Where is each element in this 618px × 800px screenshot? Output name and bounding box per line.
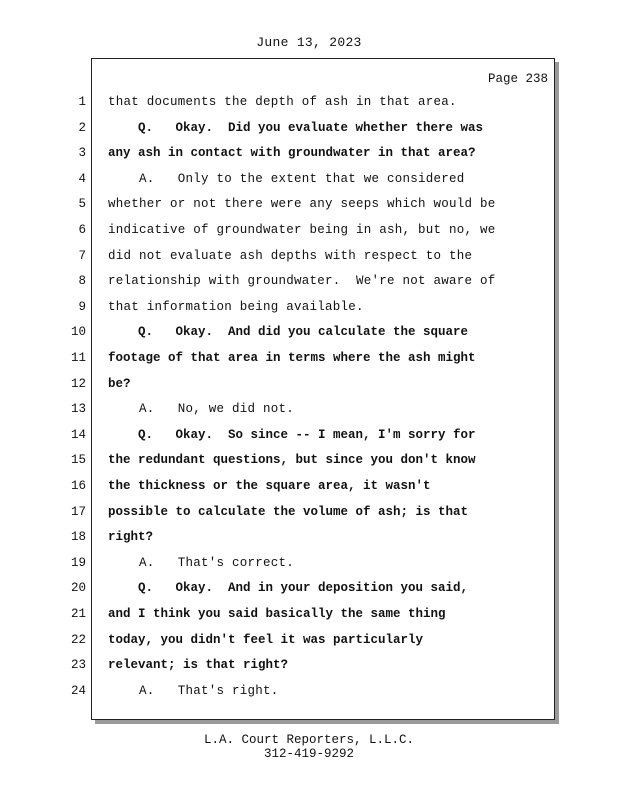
- transcript-line: be?: [108, 377, 131, 391]
- line-number: 14: [70, 428, 86, 442]
- transcript-date: June 13, 2023: [256, 35, 362, 50]
- transcript-line: Q. Okay. Did you evaluate whether there was: [108, 121, 484, 135]
- transcript-line: the thickness or the square area, it wasn't: [108, 479, 431, 493]
- line-number: 10: [70, 325, 86, 339]
- line-number: 12: [70, 377, 86, 391]
- reporter-phone: 312-419-9292: [263, 747, 354, 761]
- transcript-line: that documents the depth of ash in that area.: [108, 95, 457, 109]
- line-number: 1: [78, 95, 86, 109]
- line-number: 22: [70, 633, 86, 647]
- line-number: 8: [78, 274, 86, 288]
- transcript-line: right?: [108, 530, 154, 544]
- transcript-line: whether or not there were any seeps which would be: [108, 197, 496, 211]
- transcript-line: relationship with groundwater. We're not aware of: [108, 274, 496, 288]
- transcript-line: Q. Okay. And in your deposition you said,: [108, 581, 469, 595]
- transcript-line: the redundant questions, but since you don't know: [108, 453, 476, 467]
- transcript-line: Q. Okay. So since -- I mean, I'm sorry for: [108, 428, 476, 442]
- line-number: 23: [70, 658, 86, 672]
- line-number: 18: [70, 530, 86, 544]
- transcript-line: relevant; is that right?: [108, 658, 289, 672]
- transcript-line: A. That's correct.: [108, 556, 295, 570]
- line-number: 24: [70, 684, 86, 698]
- transcript-line: indicative of groundwater being in ash, but no, we: [108, 223, 496, 237]
- line-number: 20: [70, 581, 86, 595]
- transcript-line: A. Only to the extent that we considered: [108, 172, 465, 186]
- line-number: 2: [78, 121, 86, 135]
- line-number: 16: [70, 479, 86, 493]
- transcript-line: A. That's right.: [108, 684, 279, 698]
- transcript-line: possible to calculate the volume of ash; is that: [108, 505, 469, 519]
- line-number: 4: [78, 172, 86, 186]
- line-number: 9: [78, 300, 86, 314]
- transcript-line: today, you didn't feel it was particularly: [108, 633, 424, 647]
- line-number: 6: [78, 223, 86, 237]
- transcript-line: footage of that area in terms where the ash might: [108, 351, 476, 365]
- transcript-line: Q. Okay. And did you calculate the square: [108, 325, 469, 339]
- transcript-line: any ash in contact with groundwater in that area?: [108, 146, 476, 160]
- line-number: 3: [78, 146, 86, 160]
- line-number: 15: [70, 453, 86, 467]
- line-number: 7: [78, 249, 86, 263]
- line-number: 11: [70, 351, 86, 365]
- line-number: 17: [70, 505, 86, 519]
- line-number: 13: [70, 402, 86, 416]
- reporter-company: L.A. Court Reporters, L.L.C.: [203, 733, 415, 747]
- transcript-line: that information being available.: [108, 300, 364, 314]
- page-number: Page 238: [487, 72, 548, 86]
- line-number: 5: [78, 197, 86, 211]
- line-number: 21: [70, 607, 86, 621]
- transcript-line: did not evaluate ash depths with respect to the: [108, 249, 473, 263]
- transcript-line: and I think you said basically the same thing: [108, 607, 446, 621]
- line-number: 19: [70, 556, 86, 570]
- transcript-line: A. No, we did not.: [108, 402, 295, 416]
